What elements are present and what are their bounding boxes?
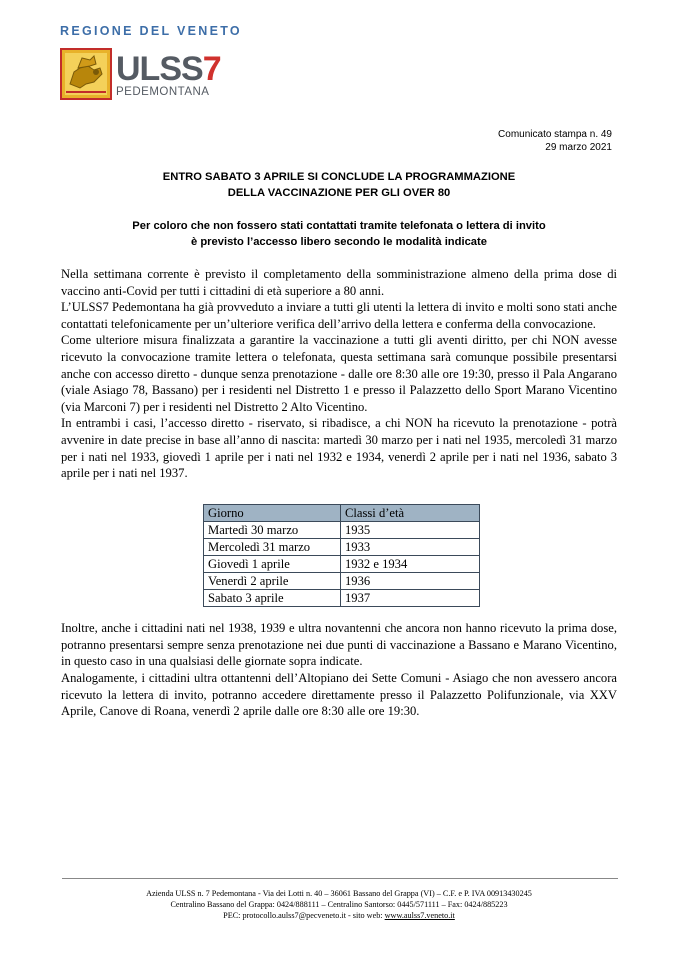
table-cell: 1937 [341,590,480,607]
body-analogamente [61,670,617,720]
paragraph: In entrambi i casi, l’accesso diretto - riservato, si ribadisce, a chi NON ha ricevuto la prenotazione - potrà avvenire in date precise in base all’anno di nascita: martedì 30 marzo per i nati nel 1935, mercoledì 31 marzo per i nati nel 1933, giovedì 1 aprile per i nati nel 1932 e 1934, venerdì 2 aprile per i nati nel 1936, sabato 3 aprile per i nati nel 1937. [61,416,617,481]
website-link[interactable]: www.aulss7.veneto.it [384,911,455,920]
table-row [204,590,480,607]
logo [60,48,242,100]
table-cell: 1935 [341,522,480,539]
ulss-logo-text: ULSS7 [116,50,221,88]
footer [60,888,618,921]
paragraph: L’ULSS7 Pedemontana ha già provveduto a inviare a tutti gli utenti la lettera di invito e molti sono stati anche contattati telefonicamente per un’ulteriore verifica dell’arrivo della lettera e conferma della convocazione. [61,300,617,331]
table-cell: 1933 [341,539,480,556]
paragraph: Nella settimana corrente è previsto il completamento della somministrazione almeno della prima dose di vaccino anti-Covid per tutti i cittadini di età superiore a 80 anni. [61,267,617,298]
vaccination-schedule-table [203,504,480,607]
press-release-info [498,128,612,154]
column-header: Classi d’età [341,505,480,522]
paragraph: Analogamente, i cittadini ultra ottantenni dell’Altopiano dei Sette Comuni - Asiago che non avessero ancora ricevuto la lettera di invito, potranno accedere direttamente presso il Palazzetto Polifunzionale, via XXV Aprile, Canove di Roana, venerdì 2 aprile dalle ore 8:30 alle ore 19:30. [61,671,617,719]
body-inoltre [61,620,617,670]
region-name: REGIONE DEL VENETO [60,24,242,38]
table-cell: 1936 [341,573,480,590]
table-cell: Giovedì 1 aprile [204,556,341,573]
letterhead [60,24,242,100]
table-cell: Venerdì 2 aprile [204,573,341,590]
table-cell: 1932 e 1934 [341,556,480,573]
table-row [204,522,480,539]
table-row [204,556,480,573]
lion-of-saint-mark-emblem-icon [60,48,112,100]
footer-contacts: PEC: protocollo.aulss7@pecveneto.it - sito web: www.aulss7.veneto.it [223,911,455,920]
document-subtitle: Per coloro che non fossero stati contattati tramite telefonata o lettera di invito è previsto l’accesso libero secondo le modalità indicate [132,220,546,248]
table-cell: Sabato 3 aprile [204,590,341,607]
table-row [204,539,480,556]
paragraph: Come ulteriore misura finalizzata a garantire la vaccinazione a tutti gli aventi diritto, per chi NON avesse ricevuto la convocazione tramite lettera o telefonata, questa settimana sarà comunque possibile presentarsi anche con accesso diretto - dunque senza prenotazione - dalle ore 8:30 alle ore 19:30, presso il Pala Angarano (viale Asiago 78, Bassano) per i residenti nel Distretto 1 e presso il Palazzetto dello Sport Marano Vicentino (via Marconi 7) per i residenti nel Distretto 2 Alto Vicentino. [61,333,617,414]
footer-address: Azienda ULSS n. 7 Pedemontana - Via dei Lotti n. 40 – 36061 Bassano del Grappa (VI) – C.F. e P. IVA 00913430245 [146,889,532,898]
table-header-row [204,505,480,522]
table-row [204,573,480,590]
ulss-subtitle: PEDEMONTANA [116,86,210,98]
press-release-date: 29 marzo 2021 [545,142,612,153]
footer-divider [62,878,618,879]
paragraph: Inoltre, anche i cittadini nati nel 1938, 1939 e ultra novantenni che ancora non hanno ricevuto la prima dose, potranno presentarsi sempre senza prenotazione nei due punti di vaccinazione a Bassano e Marano Vicentino, in questo caso in una qualsiasi delle giornate sopra indicate. [61,621,617,669]
body-main [61,266,617,482]
column-header: Giorno [204,505,341,522]
press-release-number: Comunicato stampa n. 49 [498,129,612,140]
table-cell: Martedì 30 marzo [204,522,341,539]
document-title: ENTRO SABATO 3 APRILE SI CONCLUDE LA PROGRAMMAZIONE DELLA VACCINAZIONE PER GLI OVER 80 [162,171,516,199]
table-cell: Mercoledì 31 marzo [204,539,341,556]
footer-phones: Centralino Bassano del Grappa: 0424/888111 – Centralino Santorso: 0445/571111 – Fax: 0424/885223 [170,900,508,909]
